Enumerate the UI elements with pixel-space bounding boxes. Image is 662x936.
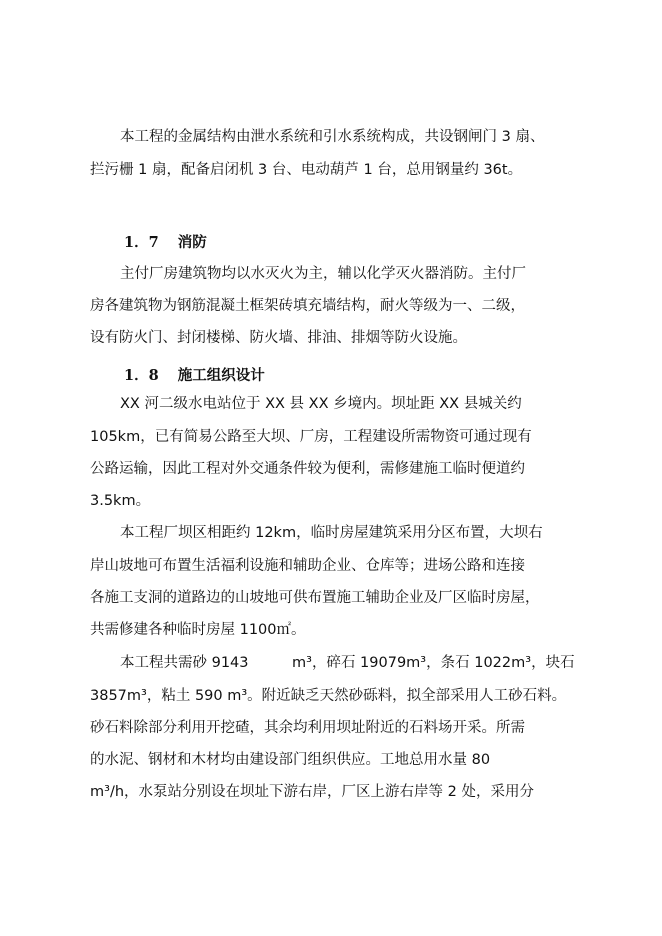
construction-p1-line-3: 公路运输，因此工程对外交通条件较为便利，需修建施工临时便道约 — [90, 461, 525, 477]
construction-p3-line-2: 3857m³，粘土 590 m³。附近缺乏天然砂砾料，拟全部采用人工砂石料。 — [90, 688, 567, 704]
section-title: 消防 — [177, 235, 207, 251]
fire-line-3: 设有防火门、封闭楼梯、防火墙、排油、排烟等防火设施。 — [90, 330, 467, 346]
section-title: 施工组织设计 — [177, 368, 265, 384]
construction-p3-line-5: m³/h，水泵站分别设在坝址下游右岸，厂区上游右岸等 2 处，采用分 — [90, 784, 534, 800]
construction-p2-line-1: 本工程厂坝区相距约 12km，临时房屋建筑采用分区布置，大坝右 — [120, 525, 543, 541]
construction-p3-line-1: 本工程共需砂 9143 m³，碎石 19079m³，条石 1022m³，块石 — [120, 655, 575, 671]
intro-line-2: 拦污栅 1 扇，配备启闭机 3 台、电动葫芦 1 台，总用钢量约 36t。 — [90, 162, 523, 178]
construction-p1-line-1: XX 河二级水电站位于 XX 县 XX 乡境内。坝址距 XX 县城关约 — [120, 396, 522, 412]
construction-p2-line-4: 共需修建各种临时房屋 1100㎡。 — [90, 622, 306, 638]
fire-line-2: 房各建筑物为钢筋混凝土框架砖填充墙结构，耐火等级为一、二级， — [90, 298, 525, 314]
section-number: 1．7 — [124, 234, 159, 251]
construction-p3-line-4: 的水泥、钢材和木材均由建设部门组织供应。工地总用水量 80 — [90, 752, 491, 768]
construction-p2-line-3: 各施工支洞的道路边的山坡地可供布置施工辅助企业及厂区临时房屋， — [90, 590, 540, 606]
section-heading-fire — [124, 233, 207, 253]
section-heading-construction — [124, 366, 265, 386]
construction-p1-line-2: 105km，已有简易公路至大坝、厂房，工程建设所需物资可通过现有 — [90, 429, 532, 445]
intro-line-1: 本工程的金属结构由泄水系统和引水系统构成，共设钢闸门 3 扇、 — [120, 129, 545, 145]
construction-p2-line-2: 岸山坡地可布置生活福利设施和辅助企业、仓库等；进场公路和连接 — [90, 558, 525, 574]
section-number: 1．8 — [124, 367, 159, 384]
fire-line-1: 主付厂房建筑物均以水灭火为主，辅以化学灭火器消防。主付厂 — [120, 266, 526, 282]
construction-p1-line-4: 3.5km。 — [90, 493, 151, 509]
construction-p3-line-3: 砂石料除部分利用开挖碴，其余均利用坝址附近的石料场开采。所需 — [90, 720, 525, 736]
